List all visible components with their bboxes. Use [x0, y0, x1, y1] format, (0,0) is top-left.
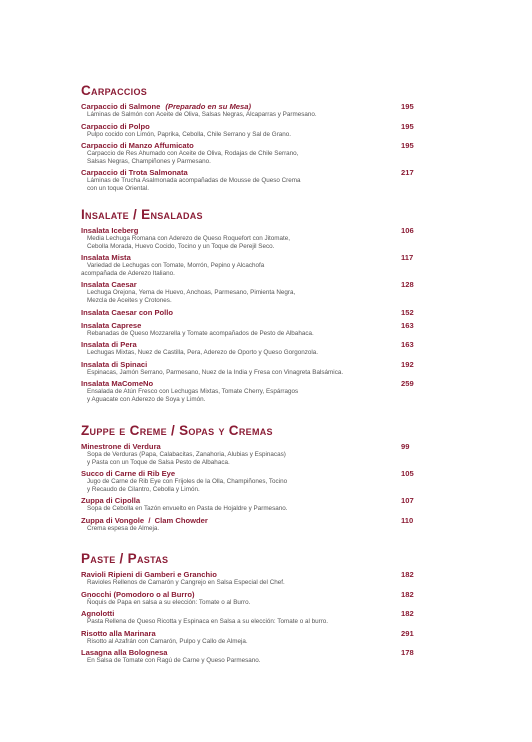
- item-name: Minestrone di Verdura: [81, 442, 161, 451]
- item-price: 192: [401, 359, 414, 369]
- item-price: 99: [401, 442, 410, 451]
- item-name: Insalata Mista: [81, 253, 131, 263]
- menu-item: [81, 442, 415, 466]
- item-name: Ravioli Ripieni di Gamberi e Granchio: [81, 570, 217, 579]
- menu-item: [81, 496, 415, 513]
- item-name: Insalata Caesar: [81, 280, 137, 290]
- item-description: Jugo de Carne de Rib Eye con Frijoles de la Olla, Champiñones, Tocino y Recaudo de Cilantro, Cebolla y Limón.: [87, 478, 288, 493]
- item-name: Agnolotti: [81, 609, 115, 619]
- menu-item: [81, 122, 415, 139]
- item-price: 259: [401, 379, 414, 389]
- item-price: 105: [401, 469, 414, 479]
- menu-item: [81, 570, 415, 587]
- item-name: Carpaccio di Manzo Affumicato: [81, 141, 194, 151]
- item-price: 163: [401, 320, 414, 330]
- item-description: Media Lechuga Romana con Aderezo de Queso Roquefort con Jitomate, Cebolla Morada, Huevo Cocido, Tocino y un Toque de Perejil Seco.: [87, 235, 291, 250]
- menu-item: [81, 102, 415, 119]
- menu-item: [81, 321, 415, 338]
- menu-item: [81, 590, 415, 607]
- section-title: Insalate / Ensaladas: [81, 207, 203, 222]
- item-price: 195: [401, 141, 414, 151]
- menu-item: [81, 516, 415, 533]
- menu-item: [81, 360, 415, 377]
- item-description: Crema espesa de Almeja.: [87, 524, 160, 532]
- menu-item: [81, 379, 415, 403]
- item-description: Lechugas Mixtas, Nuez de Castilla, Pera, Aderezo de Oporto y Queso Gorgonzola.: [87, 349, 319, 357]
- item-name: Lasagna alla Bolognesa: [81, 648, 168, 658]
- item-name: Gnocchi (Pomodoro o al Burro): [81, 589, 195, 599]
- section-paste: [81, 551, 415, 668]
- item-name: Insalata di Pera: [81, 340, 137, 350]
- item-price: 117: [401, 253, 414, 263]
- item-description: Carpaccio de Res Ahumado con Aceite de Oliva, Rodajas de Chile Serrano, Salsas Negras, Champiñones y Parmesano.: [87, 150, 299, 165]
- item-description: Rebanadas de Queso Mozzarella y Tomate acompañados de Pesto de Albahaca.: [87, 329, 314, 337]
- menu-item: [81, 469, 415, 493]
- item-note: (Preparado en su Mesa): [165, 102, 252, 111]
- menu-item: [81, 648, 415, 665]
- item-name: Risotto alla Marinara: [81, 628, 156, 638]
- item-price: 195: [401, 121, 414, 131]
- menu-item: [81, 141, 415, 165]
- item-name: Carpaccio di Salmone: [81, 102, 161, 111]
- item-description: Láminas de Trucha Asalmonada acompañadas de Mousse de Queso Crema con un toque Oriental.: [87, 177, 301, 192]
- menu-item: [81, 253, 415, 277]
- item-price: 107: [401, 496, 414, 506]
- item-price: 217: [401, 168, 414, 178]
- item-price: 178: [401, 648, 414, 658]
- section-title: Paste / Pastas: [81, 551, 169, 566]
- item-description: Variedad de Lechugas con Tomate, Morrón, Pepino y Alcachofa acompañada de Aderezo Italiano.: [81, 262, 265, 277]
- item-price: 291: [401, 628, 414, 638]
- item-description: Láminas de Salmón con Aceite de Oliva, Salsas Negras, Alcaparras y Parmesano.: [87, 111, 317, 118]
- section-carpaccios: [81, 83, 415, 196]
- section-zuppe: [81, 423, 415, 536]
- item-price: 163: [401, 340, 414, 350]
- item-description: Ensalada de Atún Fresco con Lechugas Mixtas, Tomate Cherry, Espárragos y Aguacate con Aderezo de Soya y Limón.: [87, 388, 299, 403]
- menu-item: [81, 168, 415, 192]
- menu-item: [81, 609, 415, 626]
- section-title: Carpaccios: [81, 83, 148, 98]
- item-name: Insalata Caesar con Pollo: [81, 307, 174, 317]
- item-name: Zuppa di Cipolla: [81, 496, 141, 506]
- item-description: Pulpo cocido con Limón, Paprika, Cebolla, Chile Serrano y Sal de Grano.: [87, 130, 292, 138]
- item-description: Pasta Rellena de Queso Ricotta y Espinaca en Salsa a su elección: Tomate o al burro.: [87, 618, 329, 626]
- item-name: Carpaccio di Polpo: [81, 121, 150, 131]
- item-name: Carpaccio di Trota Salmonata: [81, 168, 188, 178]
- item-name: Succo di Carne di Rib Eye: [81, 469, 176, 479]
- menu-item: [81, 629, 415, 646]
- item-price: 182: [401, 609, 414, 619]
- item-description: Lechuga Orejona, Yema de Huevo, Anchoas, Parmesano, Pimienta Negra, Mezcla de Aceites y Crotones.: [87, 289, 296, 304]
- item-price: 110: [401, 515, 414, 525]
- menu-item: [81, 340, 415, 357]
- item-price: 128: [401, 280, 414, 290]
- menu-item: [81, 280, 415, 304]
- item-name: Insalata MaComeNo: [81, 379, 154, 389]
- item-name: Zuppa di Vongole / Clam Chowder: [81, 515, 208, 525]
- item-name: Insalata Iceberg: [81, 226, 139, 235]
- menu-item: [81, 308, 415, 317]
- menu-item: [81, 226, 415, 250]
- item-description: Espinacas, Jamón Serrano, Parmesano, Nuez de la India y Fresa con Vinagreta Balsámica.: [87, 368, 344, 376]
- section-title: Zuppe e Creme / Sopas y Cremas: [81, 423, 273, 438]
- item-description: Ñoquis de Papa en salsa a su elección: Tomate o al Burro.: [87, 598, 251, 606]
- item-description: Sopa de Cebolla en Tazón envuelto en Pasta de Hojaldre y Parmesano.: [87, 505, 288, 513]
- item-price: 195: [401, 102, 414, 111]
- item-price: 182: [401, 589, 414, 599]
- item-price: 152: [401, 307, 414, 317]
- item-name: Insalata Caprese: [81, 320, 142, 330]
- item-name: Insalata di Spinaci: [81, 359, 148, 369]
- item-description: Sopa de Verduras (Papa, Calabacitas, Zanahoria, Alubias y Espinacas) y Pasta con un Toque de Salsa Pesto de Albahaca.: [87, 451, 286, 466]
- item-price: 106: [401, 226, 414, 235]
- section-insalate: [81, 207, 415, 407]
- item-description: Ravioles Rellenos de Camarón y Cangrejo en Salsa Especial del Chef.: [87, 579, 285, 586]
- item-price: 182: [401, 570, 414, 579]
- item-description: Risotto al Azafrán con Camarón, Pulpo y Callo de Almeja.: [87, 637, 248, 645]
- item-description: En Salsa de Tomate con Ragú de Carne y Queso Parmesano.: [87, 657, 261, 665]
